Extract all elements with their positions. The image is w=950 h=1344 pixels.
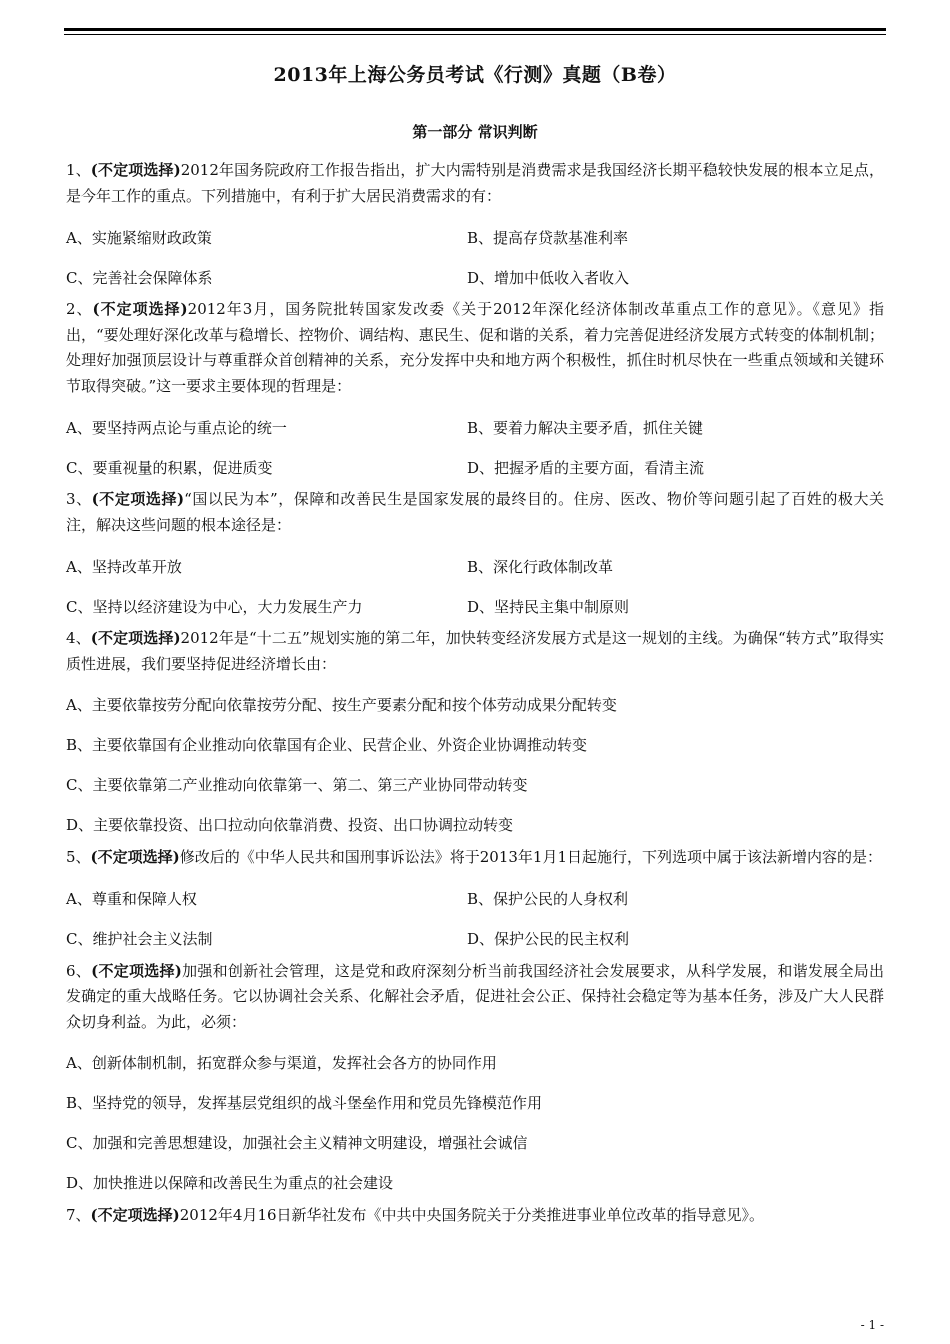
question-4 <box>66 626 884 677</box>
question-type-tag: (不定项选择) <box>90 161 181 179</box>
question-type-tag: (不定项选择) <box>91 490 185 508</box>
option-b: B、保护公民的人身权利 <box>467 890 629 908</box>
option-a: A、坚持改革开放 <box>66 557 182 576</box>
option-c: C、加强和完善思想建设，加强社会主义精神文明建设，增强社会诚信 <box>66 1134 528 1152</box>
question-text: 2012年是“十二五”规划实施的第二年，加快转变经济发展方式是这一规划的主线。为确保“转方式”取得实质性进展，我们要坚持促进经济增长由： <box>66 629 884 673</box>
options-row <box>66 407 884 447</box>
question-number: 6、 <box>66 961 92 980</box>
document-title: 2013年上海公务员考试《行测》真题（B卷） <box>273 64 677 86</box>
option-c: C、维护社会主义法制 <box>66 930 213 948</box>
option-a: A、主要依靠按劳分配向依靠按劳分配、按生产要素分配和按个体劳动成果分配转变 <box>66 696 617 714</box>
option-c: C、主要依靠第二产业推动向依靠第一、第二、第三产业协同带动转变 <box>66 776 528 794</box>
option-d: D、主要依靠投资、出口拉动向依靠消费、投资、出口协调拉动转变 <box>66 816 514 834</box>
options-row <box>66 879 884 919</box>
question-2 <box>66 297 884 399</box>
question-number: 1、 <box>66 161 91 179</box>
question-number: 3、 <box>66 490 92 508</box>
section-title: 第一部分 常识判断 <box>412 123 538 141</box>
options-row <box>66 217 884 257</box>
options-row <box>66 447 884 487</box>
option-d: D、加快推进以保障和改善民生为重点的社会建设 <box>66 1174 394 1192</box>
option-a: A、尊重和保障人权 <box>66 890 197 908</box>
option-b: B、坚持党的领导，发挥基层党组织的战斗堡垒作用和党员先锋模范作用 <box>66 1094 543 1112</box>
options-row <box>66 257 884 297</box>
questions-content <box>66 158 884 1237</box>
question-number: 5、 <box>66 848 91 866</box>
question-type-tag: (不定项选择) <box>90 629 181 647</box>
option-b: B、提高存贷款基准利率 <box>467 228 629 247</box>
option-a: A、创新体制机制，拓宽群众参与渠道，发挥社会各方的协同作用 <box>66 1054 497 1072</box>
option-d: D、把握矛盾的主要方面，看清主流 <box>467 458 705 477</box>
question-type-tag: (不定项选择) <box>90 848 180 866</box>
page-number: - 1 - <box>860 1318 884 1332</box>
question-type-tag: (不定项选择) <box>91 961 182 980</box>
question-3 <box>66 487 884 538</box>
option-c: C、坚持以经济建设为中心，大力发展生产力 <box>66 597 363 616</box>
option-c: C、要重视量的积累，促进质变 <box>66 458 273 477</box>
question-number: 4、 <box>66 629 91 647</box>
option-d: D、增加中低收入者收入 <box>467 268 630 287</box>
question-text: “国以民为本”，保障和改善民生是国家发展的最终目的。住房、医改、物价等问题引起了百姓的极大关注，解决这些问题的根本途径是： <box>66 490 884 534</box>
question-1 <box>66 158 884 209</box>
options-row <box>66 546 884 586</box>
question-text: 2012年3月，国务院批转国家发改委《关于2012年深化经济体制改革重点工作的意见》。《意见》指出，“要处理好深化改革与稳增长、控物价、调结构、惠民生、促和谐的关系，着力完善促进经济发展方式转变的体制机制；处理好加强顶层设计与尊重群众首创精神的关系，充分发挥中央和地方两个积极性，抓住时机尽快在一些重点领域和关键环节取得突破。”这一要求主要体现的哲理是： <box>66 300 885 395</box>
option-c: C、完善社会保障体系 <box>66 268 213 287</box>
question-text: 2012年4月16日新华社发布《中共中央国务院关于分类推进事业单位改革的指导意见》。 <box>179 1206 765 1224</box>
question-type-tag: (不定项选择) <box>92 300 188 318</box>
options-row <box>66 919 884 959</box>
option-d: D、坚持民主集中制原则 <box>467 597 630 616</box>
option-b: B、主要依靠国有企业推动向依靠国有企业、民营企业、外资企业协调推动转变 <box>66 736 588 754</box>
question-number: 2、 <box>66 300 93 318</box>
option-d: D、保护公民的民主权利 <box>467 930 630 948</box>
question-6 <box>66 959 884 1036</box>
question-number: 7、 <box>66 1206 91 1224</box>
option-b: B、要着力解决主要矛盾，抓住关键 <box>467 418 704 437</box>
header-rule-thin <box>64 34 886 35</box>
question-7 <box>66 1203 884 1229</box>
option-a: A、要坚持两点论与重点论的统一 <box>66 418 287 437</box>
options-row <box>66 586 884 626</box>
question-text: 2012年国务院政府工作报告指出，扩大内需特别是消费需求是我国经济长期平稳较快发展的根本立足点，是今年工作的重点。下列措施中，有利于扩大居民消费需求的有： <box>66 161 884 205</box>
option-b: B、深化行政体制改革 <box>467 557 614 576</box>
question-text: 加强和创新社会管理，这是党和政府深刻分析当前我国经济社会发展要求，从科学发展，和谐发展全局出发确定的重大战略任务。它以协调社会关系、化解社会矛盾，促进社会公正、保持社会稳定等为基本任务，涉及广大人民群众切身利益。为此，必须： <box>66 961 884 1031</box>
question-text: 修改后的《中华人民共和国刑事诉讼法》将于2013年1月1日起施行，下列选项中属于该法新增内容的是： <box>179 848 883 866</box>
header-rule-thick <box>64 28 886 31</box>
question-type-tag: (不定项选择) <box>90 1206 180 1224</box>
option-a: A、实施紧缩财政政策 <box>66 228 212 247</box>
question-5 <box>66 845 884 871</box>
